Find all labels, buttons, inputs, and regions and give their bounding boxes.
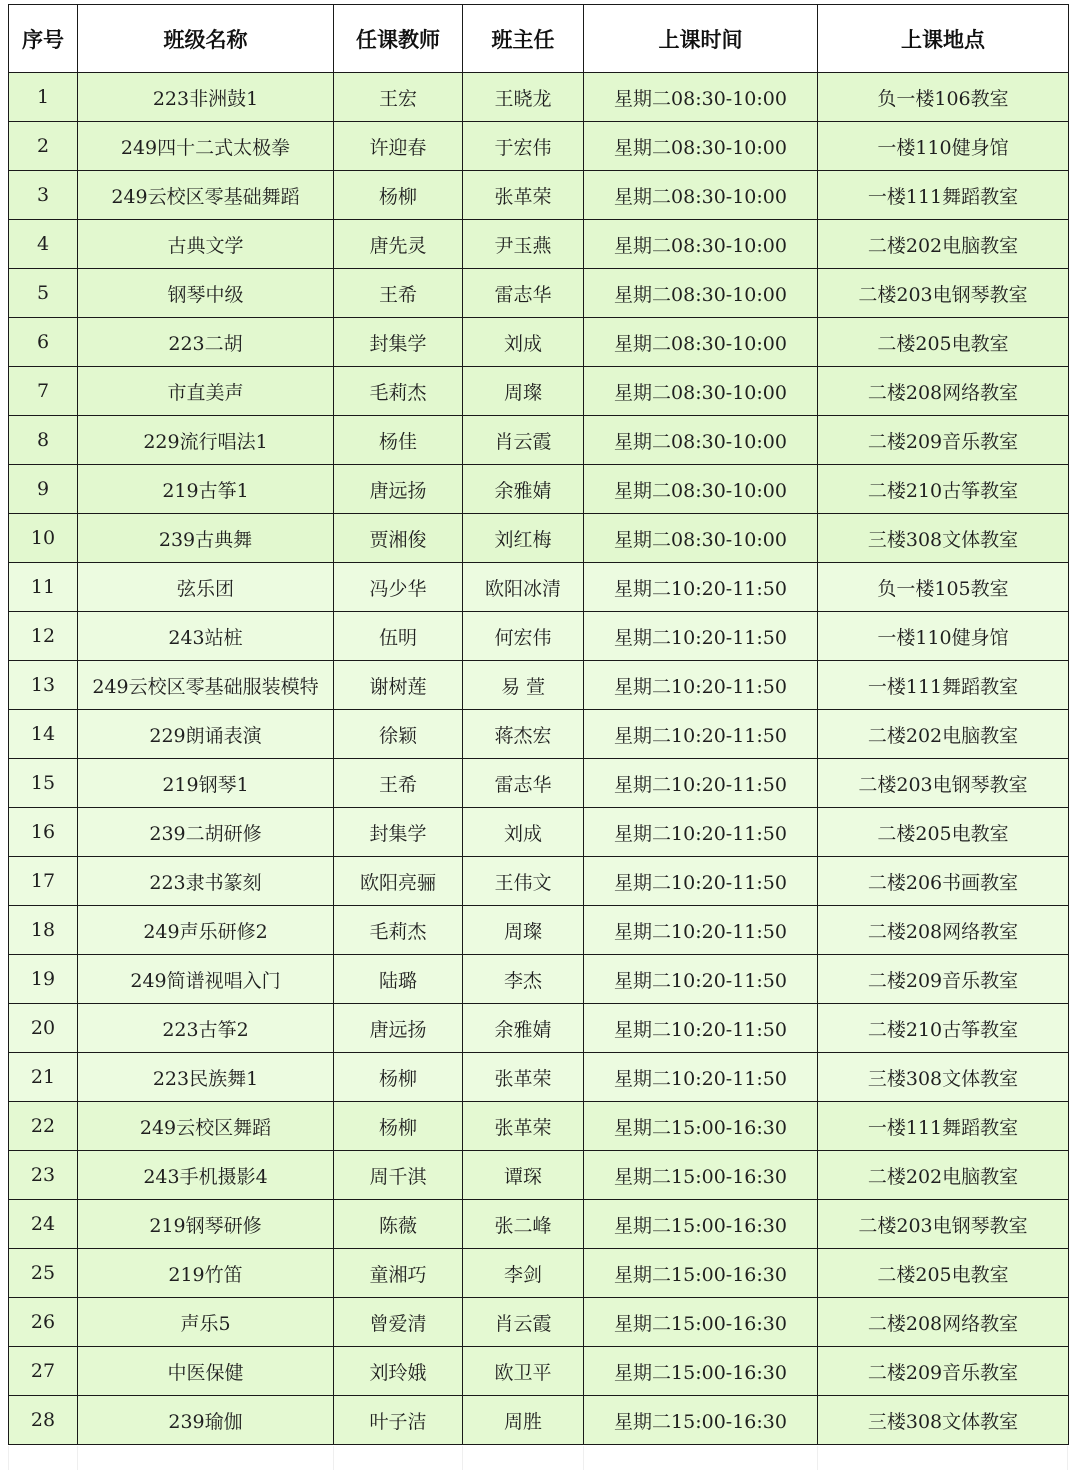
cell-head-teacher: 欧卫平	[463, 1347, 584, 1396]
cell-time: 星期二08:30-10:00	[584, 367, 818, 416]
cell-teacher: 叶子洁	[334, 1396, 463, 1445]
table-row	[9, 514, 1069, 563]
header-location: 上课地点	[818, 5, 1069, 73]
cell-location: 三楼308文体教室	[818, 514, 1069, 563]
cell-head-teacher: 肖云霞	[463, 1298, 584, 1347]
cell-head-teacher: 张二峰	[463, 1200, 584, 1249]
cell-class-name: 243站桩	[78, 612, 334, 661]
grid-tail	[8, 1446, 1068, 1470]
cell-class-name: 249声乐研修2	[78, 906, 334, 955]
cell-index: 17	[9, 857, 78, 906]
cell-index: 28	[9, 1396, 78, 1445]
cell-head-teacher: 欧阳冰清	[463, 563, 584, 612]
cell-time: 星期二10:20-11:50	[584, 661, 818, 710]
table-row	[9, 563, 1069, 612]
cell-index: 19	[9, 955, 78, 1004]
cell-index: 5	[9, 269, 78, 318]
cell-head-teacher: 谭琛	[463, 1151, 584, 1200]
cell-head-teacher: 刘红梅	[463, 514, 584, 563]
header-index: 序号	[9, 5, 78, 73]
cell-index: 27	[9, 1347, 78, 1396]
table-row	[9, 1200, 1069, 1249]
cell-time: 星期二08:30-10:00	[584, 318, 818, 367]
cell-head-teacher: 张革荣	[463, 171, 584, 220]
cell-index: 2	[9, 122, 78, 171]
schedule-sheet	[8, 4, 1068, 1445]
cell-location: 一楼111舞蹈教室	[818, 1102, 1069, 1151]
table-row	[9, 269, 1069, 318]
cell-index: 23	[9, 1151, 78, 1200]
header-time: 上课时间	[584, 5, 818, 73]
cell-index: 21	[9, 1053, 78, 1102]
cell-time: 星期二10:20-11:50	[584, 1053, 818, 1102]
cell-index: 10	[9, 514, 78, 563]
cell-location: 二楼202电脑教室	[818, 1151, 1069, 1200]
cell-class-name: 239二胡研修	[78, 808, 334, 857]
cell-time: 星期二10:20-11:50	[584, 906, 818, 955]
cell-time: 星期二15:00-16:30	[584, 1151, 818, 1200]
table-row	[9, 171, 1069, 220]
cell-index: 20	[9, 1004, 78, 1053]
cell-head-teacher: 张革荣	[463, 1053, 584, 1102]
cell-time: 星期二08:30-10:00	[584, 465, 818, 514]
cell-teacher: 杨柳	[334, 1053, 463, 1102]
header-head-teacher: 班主任	[463, 5, 584, 73]
cell-index: 7	[9, 367, 78, 416]
cell-teacher: 王希	[334, 269, 463, 318]
cell-head-teacher: 王伟文	[463, 857, 584, 906]
cell-location: 二楼209音乐教室	[818, 1347, 1069, 1396]
cell-teacher: 杨佳	[334, 416, 463, 465]
cell-teacher: 贾湘俊	[334, 514, 463, 563]
cell-teacher: 毛莉杰	[334, 906, 463, 955]
cell-class-name: 中医保健	[78, 1347, 334, 1396]
cell-location: 一楼110健身馆	[818, 122, 1069, 171]
cell-teacher: 唐远扬	[334, 465, 463, 514]
cell-time: 星期二10:20-11:50	[584, 955, 818, 1004]
cell-teacher: 周千淇	[334, 1151, 463, 1200]
cell-class-name: 249简谱视唱入门	[78, 955, 334, 1004]
cell-location: 二楼202电脑教室	[818, 220, 1069, 269]
cell-class-name: 弦乐团	[78, 563, 334, 612]
cell-class-name: 声乐5	[78, 1298, 334, 1347]
cell-teacher: 唐先灵	[334, 220, 463, 269]
header-row	[9, 5, 1069, 73]
cell-teacher: 封集学	[334, 808, 463, 857]
cell-teacher: 杨柳	[334, 171, 463, 220]
table-row	[9, 955, 1069, 1004]
cell-time: 星期二08:30-10:00	[584, 73, 818, 122]
cell-index: 11	[9, 563, 78, 612]
cell-head-teacher: 刘成	[463, 808, 584, 857]
cell-teacher: 欧阳亮骊	[334, 857, 463, 906]
cell-location: 二楼206书画教室	[818, 857, 1069, 906]
cell-teacher: 王希	[334, 759, 463, 808]
cell-class-name: 249云校区舞蹈	[78, 1102, 334, 1151]
table-row	[9, 220, 1069, 269]
table-row	[9, 808, 1069, 857]
cell-time: 星期二15:00-16:30	[584, 1396, 818, 1445]
cell-class-name: 223非洲鼓1	[78, 73, 334, 122]
cell-location: 二楼203电钢琴教室	[818, 759, 1069, 808]
cell-teacher: 冯少华	[334, 563, 463, 612]
table-row	[9, 318, 1069, 367]
cell-time: 星期二15:00-16:30	[584, 1298, 818, 1347]
cell-class-name: 249四十二式太极拳	[78, 122, 334, 171]
cell-time: 星期二10:20-11:50	[584, 808, 818, 857]
cell-teacher: 徐颖	[334, 710, 463, 759]
cell-class-name: 223二胡	[78, 318, 334, 367]
cell-head-teacher: 王晓龙	[463, 73, 584, 122]
cell-teacher: 杨柳	[334, 1102, 463, 1151]
table-row	[9, 1102, 1069, 1151]
cell-index: 26	[9, 1298, 78, 1347]
cell-head-teacher: 易 萱	[463, 661, 584, 710]
cell-location: 一楼111舞蹈教室	[818, 171, 1069, 220]
cell-location: 二楼209音乐教室	[818, 416, 1069, 465]
cell-class-name: 223民族舞1	[78, 1053, 334, 1102]
cell-index: 12	[9, 612, 78, 661]
cell-head-teacher: 余雅婧	[463, 465, 584, 514]
table-row	[9, 857, 1069, 906]
table-row	[9, 661, 1069, 710]
cell-class-name: 239古典舞	[78, 514, 334, 563]
cell-class-name: 249云校区零基础服装模特	[78, 661, 334, 710]
cell-class-name: 219古筝1	[78, 465, 334, 514]
cell-time: 星期二10:20-11:50	[584, 710, 818, 759]
cell-head-teacher: 余雅婧	[463, 1004, 584, 1053]
cell-class-name: 243手机摄影4	[78, 1151, 334, 1200]
table-row	[9, 122, 1069, 171]
cell-class-name: 223隶书篆刻	[78, 857, 334, 906]
cell-time: 星期二15:00-16:30	[584, 1200, 818, 1249]
cell-teacher: 陆璐	[334, 955, 463, 1004]
cell-teacher: 陈薇	[334, 1200, 463, 1249]
cell-head-teacher: 刘成	[463, 318, 584, 367]
cell-location: 二楼205电教室	[818, 1249, 1069, 1298]
cell-location: 一楼110健身馆	[818, 612, 1069, 661]
cell-time: 星期二15:00-16:30	[584, 1347, 818, 1396]
table-row	[9, 759, 1069, 808]
table-row	[9, 1396, 1069, 1445]
cell-teacher: 唐远扬	[334, 1004, 463, 1053]
table-row	[9, 73, 1069, 122]
cell-head-teacher: 何宏伟	[463, 612, 584, 661]
cell-time: 星期二10:20-11:50	[584, 857, 818, 906]
cell-location: 二楼203电钢琴教室	[818, 269, 1069, 318]
cell-teacher: 刘玲娥	[334, 1347, 463, 1396]
table-row	[9, 1151, 1069, 1200]
header-class-name: 班级名称	[78, 5, 334, 73]
cell-teacher: 童湘巧	[334, 1249, 463, 1298]
cell-time: 星期二10:20-11:50	[584, 563, 818, 612]
cell-head-teacher: 李剑	[463, 1249, 584, 1298]
cell-teacher: 谢树莲	[334, 661, 463, 710]
cell-time: 星期二15:00-16:30	[584, 1102, 818, 1151]
cell-index: 6	[9, 318, 78, 367]
cell-time: 星期二08:30-10:00	[584, 122, 818, 171]
cell-head-teacher: 肖云霞	[463, 416, 584, 465]
cell-location: 二楼208网络教室	[818, 906, 1069, 955]
cell-location: 三楼308文体教室	[818, 1053, 1069, 1102]
cell-teacher: 毛莉杰	[334, 367, 463, 416]
cell-location: 二楼210古筝教室	[818, 1004, 1069, 1053]
table-row	[9, 1298, 1069, 1347]
table-body	[9, 73, 1069, 1445]
cell-location: 三楼308文体教室	[818, 1396, 1069, 1445]
cell-location: 二楼205电教室	[818, 318, 1069, 367]
cell-location: 二楼209音乐教室	[818, 955, 1069, 1004]
table-row	[9, 367, 1069, 416]
cell-head-teacher: 尹玉燕	[463, 220, 584, 269]
cell-class-name: 市直美声	[78, 367, 334, 416]
cell-index: 13	[9, 661, 78, 710]
cell-index: 3	[9, 171, 78, 220]
cell-head-teacher: 雷志华	[463, 269, 584, 318]
table-row	[9, 1053, 1069, 1102]
cell-time: 星期二08:30-10:00	[584, 171, 818, 220]
cell-teacher: 曾爱清	[334, 1298, 463, 1347]
table-row	[9, 1004, 1069, 1053]
cell-teacher: 许迎春	[334, 122, 463, 171]
cell-location: 二楼205电教室	[818, 808, 1069, 857]
cell-class-name: 249云校区零基础舞蹈	[78, 171, 334, 220]
cell-head-teacher: 蒋杰宏	[463, 710, 584, 759]
cell-index: 25	[9, 1249, 78, 1298]
table-row	[9, 710, 1069, 759]
cell-location: 二楼202电脑教室	[818, 710, 1069, 759]
cell-time: 星期二08:30-10:00	[584, 220, 818, 269]
cell-head-teacher: 周胜	[463, 1396, 584, 1445]
cell-index: 8	[9, 416, 78, 465]
cell-head-teacher: 张革荣	[463, 1102, 584, 1151]
cell-time: 星期二08:30-10:00	[584, 514, 818, 563]
cell-class-name: 239瑜伽	[78, 1396, 334, 1445]
class-schedule-table	[8, 4, 1069, 1445]
table-row	[9, 612, 1069, 661]
cell-index: 18	[9, 906, 78, 955]
cell-index: 4	[9, 220, 78, 269]
cell-teacher: 伍明	[334, 612, 463, 661]
cell-class-name: 219钢琴1	[78, 759, 334, 808]
cell-head-teacher: 李杰	[463, 955, 584, 1004]
cell-location: 二楼208网络教室	[818, 367, 1069, 416]
cell-teacher: 封集学	[334, 318, 463, 367]
cell-head-teacher: 周璨	[463, 906, 584, 955]
cell-index: 9	[9, 465, 78, 514]
cell-head-teacher: 周璨	[463, 367, 584, 416]
cell-class-name: 古典文学	[78, 220, 334, 269]
table-row	[9, 1249, 1069, 1298]
cell-index: 24	[9, 1200, 78, 1249]
cell-class-name: 钢琴中级	[78, 269, 334, 318]
cell-location: 二楼208网络教室	[818, 1298, 1069, 1347]
cell-index: 1	[9, 73, 78, 122]
table-row	[9, 1347, 1069, 1396]
cell-location: 一楼111舞蹈教室	[818, 661, 1069, 710]
cell-time: 星期二15:00-16:30	[584, 1249, 818, 1298]
cell-time: 星期二08:30-10:00	[584, 416, 818, 465]
cell-location: 二楼203电钢琴教室	[818, 1200, 1069, 1249]
cell-head-teacher: 雷志华	[463, 759, 584, 808]
cell-index: 14	[9, 710, 78, 759]
cell-location: 负一楼105教室	[818, 563, 1069, 612]
cell-time: 星期二08:30-10:00	[584, 269, 818, 318]
cell-class-name: 219钢琴研修	[78, 1200, 334, 1249]
cell-location: 二楼210古筝教室	[818, 465, 1069, 514]
cell-class-name: 219竹笛	[78, 1249, 334, 1298]
table-row	[9, 906, 1069, 955]
cell-class-name: 229朗诵表演	[78, 710, 334, 759]
cell-index: 15	[9, 759, 78, 808]
table-row	[9, 465, 1069, 514]
cell-time: 星期二10:20-11:50	[584, 1004, 818, 1053]
cell-location: 负一楼106教室	[818, 73, 1069, 122]
cell-class-name: 229流行唱法1	[78, 416, 334, 465]
cell-head-teacher: 于宏伟	[463, 122, 584, 171]
header-teacher: 任课教师	[334, 5, 463, 73]
cell-time: 星期二10:20-11:50	[584, 612, 818, 661]
cell-index: 16	[9, 808, 78, 857]
cell-index: 22	[9, 1102, 78, 1151]
table-row	[9, 416, 1069, 465]
cell-time: 星期二10:20-11:50	[584, 759, 818, 808]
cell-class-name: 223古筝2	[78, 1004, 334, 1053]
cell-teacher: 王宏	[334, 73, 463, 122]
